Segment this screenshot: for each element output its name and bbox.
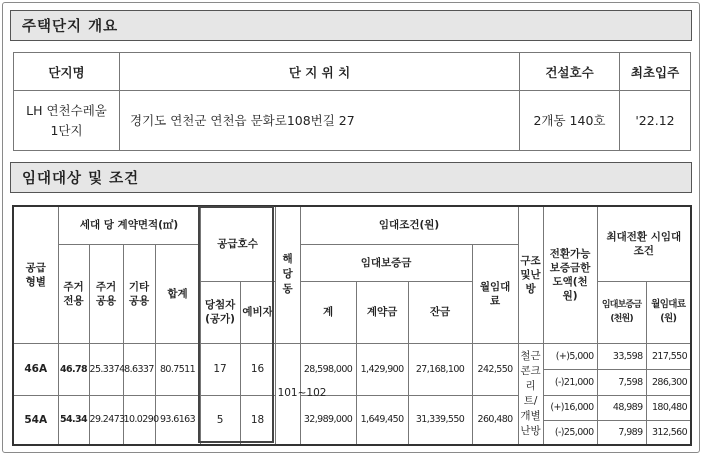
- header-max-monthly: 월임대료(원): [646, 281, 691, 343]
- cell-deposit-balance: 27,168,100: [408, 343, 472, 395]
- cell-max-monthly: 180,480: [646, 395, 691, 420]
- cell-deposit-contract: 1,429,900: [356, 343, 408, 395]
- type-54a: 54A: [13, 395, 58, 445]
- header-deposit: 임대보증금: [300, 244, 472, 281]
- header-area-exclusive: 주거전용: [58, 244, 89, 343]
- type-46a: 46A: [13, 343, 58, 395]
- header-rent-conditions: 임대조건(원): [300, 206, 518, 244]
- complex-name: LH 연천수레울 1단지: [14, 91, 120, 151]
- cell-area-total: 93.6163: [155, 395, 200, 445]
- table-row: [13, 343, 691, 369]
- complex-units: 2개동 140호: [520, 91, 620, 151]
- section-title-lease: 임대대상 및 조건: [10, 162, 692, 193]
- header-deposit-total: 계: [300, 281, 356, 343]
- header-complex-name: 단지명: [14, 53, 120, 91]
- cell-conversion-limit: (+)5,000: [543, 343, 597, 369]
- complex-first-move-in: '22.12: [620, 91, 691, 151]
- header-dong: 해당동: [275, 206, 300, 343]
- cell-monthly-rent: 242,550: [472, 343, 518, 395]
- header-max-conversion: 최대전환 시임대조건: [597, 206, 691, 281]
- cell-conversion-limit: (-)21,000: [543, 369, 597, 395]
- cell-reserve: 18: [240, 395, 275, 445]
- cell-max-deposit: 33,598: [597, 343, 646, 369]
- cell-max-monthly: 286,300: [646, 369, 691, 395]
- cell-deposit-balance: 31,339,550: [408, 395, 472, 445]
- header-first-move-in: 최초입주: [620, 53, 691, 91]
- header-units: 건설호수: [520, 53, 620, 91]
- header-deposit-contract: 계약금: [356, 281, 408, 343]
- cell-area-other: 8.6337: [123, 343, 155, 395]
- table-row: [14, 91, 691, 151]
- header-structure: 구조및난방: [518, 206, 543, 343]
- header-area-total: 합계: [155, 244, 200, 343]
- header-winner: 당첨자(공가): [200, 281, 240, 343]
- cell-max-monthly: 312,560: [646, 420, 691, 445]
- cell-winner: 5: [200, 395, 240, 445]
- cell-area-common: 25.3374: [89, 343, 123, 395]
- header-deposit-balance: 잔금: [408, 281, 472, 343]
- cell-area-other: 10.0290: [123, 395, 155, 445]
- header-area-common: 주거공용: [89, 244, 123, 343]
- cell-area-exclusive: 54.34: [58, 395, 89, 445]
- cell-max-deposit: 7,598: [597, 369, 646, 395]
- cell-structure: 철근콘크리트/개별난방: [518, 343, 543, 445]
- cell-deposit-total: 32,989,000: [300, 395, 356, 445]
- lease-table: [12, 205, 692, 446]
- cell-monthly-rent: 260,480: [472, 395, 518, 445]
- cell-max-monthly: 217,550: [646, 343, 691, 369]
- header-type: 공급형별: [13, 206, 58, 343]
- cell-deposit-contract: 1,649,450: [356, 395, 408, 445]
- header-conversion-limit: 전환가능보증금한도액(천원): [543, 206, 597, 343]
- header-reserve: 예비자: [240, 281, 275, 343]
- header-monthly-rent: 월임대료: [472, 244, 518, 343]
- cell-conversion-limit: (+)16,000: [543, 395, 597, 420]
- cell-area-exclusive: 46.78: [58, 343, 89, 395]
- cell-conversion-limit: (-)25,000: [543, 420, 597, 445]
- section-title-overview: 주택단지 개요: [10, 10, 692, 41]
- header-area: 세대 당 계약면적(㎡): [58, 206, 200, 244]
- cell-area-common: 29.2473: [89, 395, 123, 445]
- cell-dong: 101~102: [275, 343, 300, 445]
- cell-winner: 17: [200, 343, 240, 395]
- header-supply: 공급호수: [200, 206, 275, 281]
- header-area-other: 기타공용: [123, 244, 155, 343]
- cell-area-total: 80.7511: [155, 343, 200, 395]
- cell-max-deposit: 7,989: [597, 420, 646, 445]
- cell-deposit-total: 28,598,000: [300, 343, 356, 395]
- complex-location: 경기도 연천군 연천읍 문화로108번길 27: [120, 91, 520, 151]
- overview-table: [13, 52, 691, 151]
- header-location: 단 지 위 치: [120, 53, 520, 91]
- header-max-deposit: 임대보증금(천원): [597, 281, 646, 343]
- table-row: [13, 395, 691, 420]
- cell-max-deposit: 48,989: [597, 395, 646, 420]
- cell-reserve: 16: [240, 343, 275, 395]
